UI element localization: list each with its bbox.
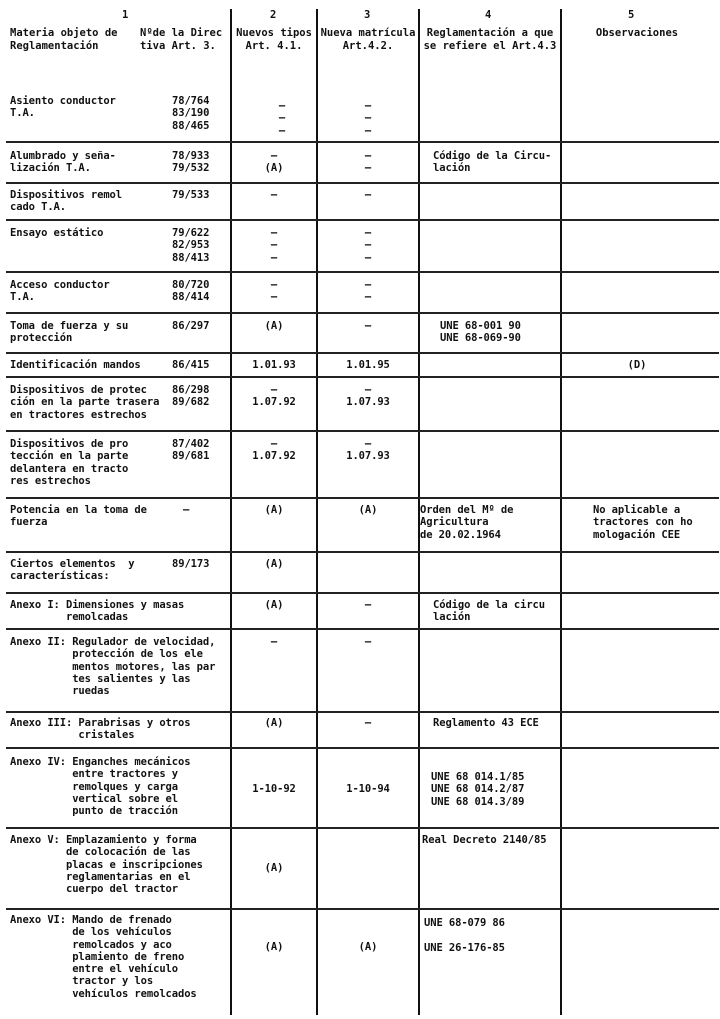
row-directiva: 78/764 83/190 88/465 bbox=[172, 95, 210, 132]
column-header-reglamentacion: Reglamentación a que se refiere el Art.4.3 bbox=[423, 27, 557, 52]
row-nueva-matricula: – – – bbox=[364, 227, 372, 264]
row-nuevos-tipos: (A) bbox=[264, 862, 284, 874]
column-header-nueva-matricula: Nueva matrícula Art.4.2. bbox=[320, 27, 416, 52]
row-observaciones: No aplicable a tractores con ho mologación CEE bbox=[593, 504, 693, 541]
row-materia: Dispositivos de pro tección en la parte delantera en tracto res estrechos bbox=[10, 438, 129, 487]
row-reglamentacion: Código de la circu lación bbox=[433, 599, 545, 624]
row-reglamentacion: Reglamento 43 ECE bbox=[433, 717, 539, 729]
row-directiva: 78/933 79/532 bbox=[172, 150, 210, 175]
row-divider bbox=[6, 711, 719, 713]
column-number: 3 bbox=[364, 9, 371, 21]
row-materia: Asiento conductor T.A. bbox=[10, 95, 116, 120]
row-nueva-matricula: (A) bbox=[358, 941, 378, 953]
row-divider bbox=[6, 747, 719, 749]
row-reglamentacion: UNE 68-001 90 UNE 68-069-90 bbox=[440, 320, 521, 345]
row-divider bbox=[6, 551, 719, 553]
row-nueva-matricula: 1.01.95 bbox=[346, 359, 390, 371]
row-nueva-matricula: – – bbox=[364, 279, 372, 304]
row-materia: Anexo IV: Enganches mecánicos entre tractores y remolques y carga vertical sobre el punto de tracción bbox=[10, 756, 191, 818]
row-nuevos-tipos: (A) bbox=[264, 599, 284, 611]
row-nueva-matricula: – bbox=[364, 599, 372, 611]
row-materia: Anexo VI: Mando de frenado de los vehículos remolcados y aco plamiento de freno entre el vehículo tractor y los vehículos remolcados bbox=[10, 914, 197, 1000]
row-reglamentacion: Código de la Circu- lación bbox=[433, 150, 552, 175]
row-directiva: 89/173 bbox=[172, 558, 210, 570]
row-nuevos-tipos: 1-10-92 bbox=[252, 783, 296, 795]
row-reglamentacion: UNE 68-079 86 UNE 26-176-85 bbox=[424, 917, 505, 954]
row-directiva: 80/720 88/414 bbox=[172, 279, 210, 304]
row-nuevos-tipos: – 1.07.92 bbox=[252, 438, 296, 463]
column-header-observaciones: Observaciones bbox=[595, 27, 679, 39]
row-nueva-matricula: (A) bbox=[358, 504, 378, 516]
column-rule bbox=[560, 9, 562, 1015]
row-nueva-matricula: – 1.07.93 bbox=[346, 384, 390, 409]
row-directiva: 79/533 bbox=[172, 189, 210, 201]
row-nuevos-tipos: (A) bbox=[264, 717, 284, 729]
column-number: 2 bbox=[270, 9, 277, 21]
row-materia: Dispositivos de protec ción en la parte trasera en tractores estrechos bbox=[10, 384, 160, 421]
column-number: 1 bbox=[122, 9, 129, 21]
row-nueva-matricula: – bbox=[364, 717, 372, 729]
row-nuevos-tipos: (A) bbox=[264, 320, 284, 332]
row-directiva: 86/415 bbox=[172, 359, 210, 371]
row-divider bbox=[6, 219, 719, 221]
row-directiva: – bbox=[183, 504, 190, 516]
row-divider bbox=[6, 430, 719, 432]
row-materia: Ensayo estático bbox=[10, 227, 104, 239]
row-nuevos-tipos: (A) bbox=[264, 941, 284, 953]
row-reglamentacion: Orden del Mº de Agricultura de 20.02.1964 bbox=[420, 504, 514, 541]
row-divider bbox=[6, 141, 719, 143]
row-materia: Alumbrado y seña- lización T.A. bbox=[10, 150, 116, 175]
row-divider bbox=[6, 182, 719, 184]
row-materia: Acceso conductor T.A. bbox=[10, 279, 110, 304]
row-materia: Dispositivos remol cado T.A. bbox=[10, 189, 122, 214]
row-nuevos-tipos: – (A) bbox=[264, 150, 284, 175]
row-divider bbox=[6, 827, 719, 829]
row-nuevos-tipos: – – – bbox=[278, 100, 286, 137]
row-materia: Toma de fuerza y su protección bbox=[10, 320, 129, 345]
row-materia: Potencia en la toma de fuerza bbox=[10, 504, 147, 529]
row-divider bbox=[6, 352, 719, 354]
column-number: 5 bbox=[628, 9, 635, 21]
row-nuevos-tipos: – bbox=[270, 189, 278, 201]
row-directiva: 79/622 82/953 88/413 bbox=[172, 227, 210, 264]
row-nuevos-tipos: – – – bbox=[270, 227, 278, 264]
row-nuevos-tipos: – 1.07.92 bbox=[252, 384, 296, 409]
column-header-nuevos-tipos: Nuevos tipos Art. 4.1. bbox=[236, 27, 312, 52]
row-directiva: 86/297 bbox=[172, 320, 210, 332]
row-nuevos-tipos: (A) bbox=[264, 558, 284, 570]
row-reglamentacion: UNE 68 014.1/85 UNE 68 014.2/87 UNE 68 014.3/89 bbox=[431, 771, 525, 808]
row-materia: Anexo V: Emplazamiento y forma de colocación de las placas e inscripciones reglamentarias en el cuerpo del tractor bbox=[10, 834, 203, 896]
row-materia: Identificación mandos bbox=[10, 359, 141, 371]
row-divider bbox=[6, 271, 719, 273]
row-nueva-matricula: 1-10-94 bbox=[346, 783, 390, 795]
row-nueva-matricula: – bbox=[364, 636, 372, 648]
row-nueva-matricula: – bbox=[364, 320, 372, 332]
row-divider bbox=[6, 497, 719, 499]
column-number: 4 bbox=[485, 9, 492, 21]
column-header-materia: Materia objeto de Reglamentación bbox=[10, 27, 118, 52]
row-nuevos-tipos: – – bbox=[270, 279, 278, 304]
row-divider bbox=[6, 312, 719, 314]
row-nueva-matricula: – 1.07.93 bbox=[346, 438, 390, 463]
row-nueva-matricula: – bbox=[364, 189, 372, 201]
column-header-directiva: Nºde la Direc tiva Art. 3. bbox=[140, 27, 223, 52]
row-nuevos-tipos: (A) bbox=[264, 504, 284, 516]
row-materia: Anexo II: Regulador de velocidad, protección de los ele mentos motores, las par tes salientes y las ruedas bbox=[10, 636, 216, 698]
row-reglamentacion: Real Decreto 2140/85 bbox=[422, 834, 547, 846]
row-nuevos-tipos: 1.01.93 bbox=[252, 359, 296, 371]
row-nueva-matricula: – – – bbox=[364, 100, 372, 137]
row-directiva: 87/402 89/681 bbox=[172, 438, 210, 463]
row-divider bbox=[6, 376, 719, 378]
row-directiva: 86/298 89/682 bbox=[172, 384, 210, 409]
row-observaciones: (D) bbox=[627, 359, 647, 371]
row-nueva-matricula: – – bbox=[364, 150, 372, 175]
row-materia: Ciertos elementos y características: bbox=[10, 558, 135, 583]
row-nuevos-tipos: – bbox=[270, 636, 278, 648]
row-materia: Anexo III: Parabrisas y otros cristales bbox=[10, 717, 191, 742]
row-divider bbox=[6, 628, 719, 630]
row-divider bbox=[6, 908, 719, 910]
row-materia: Anexo I: Dimensiones y masas remolcadas bbox=[10, 599, 185, 624]
row-divider bbox=[6, 592, 719, 594]
